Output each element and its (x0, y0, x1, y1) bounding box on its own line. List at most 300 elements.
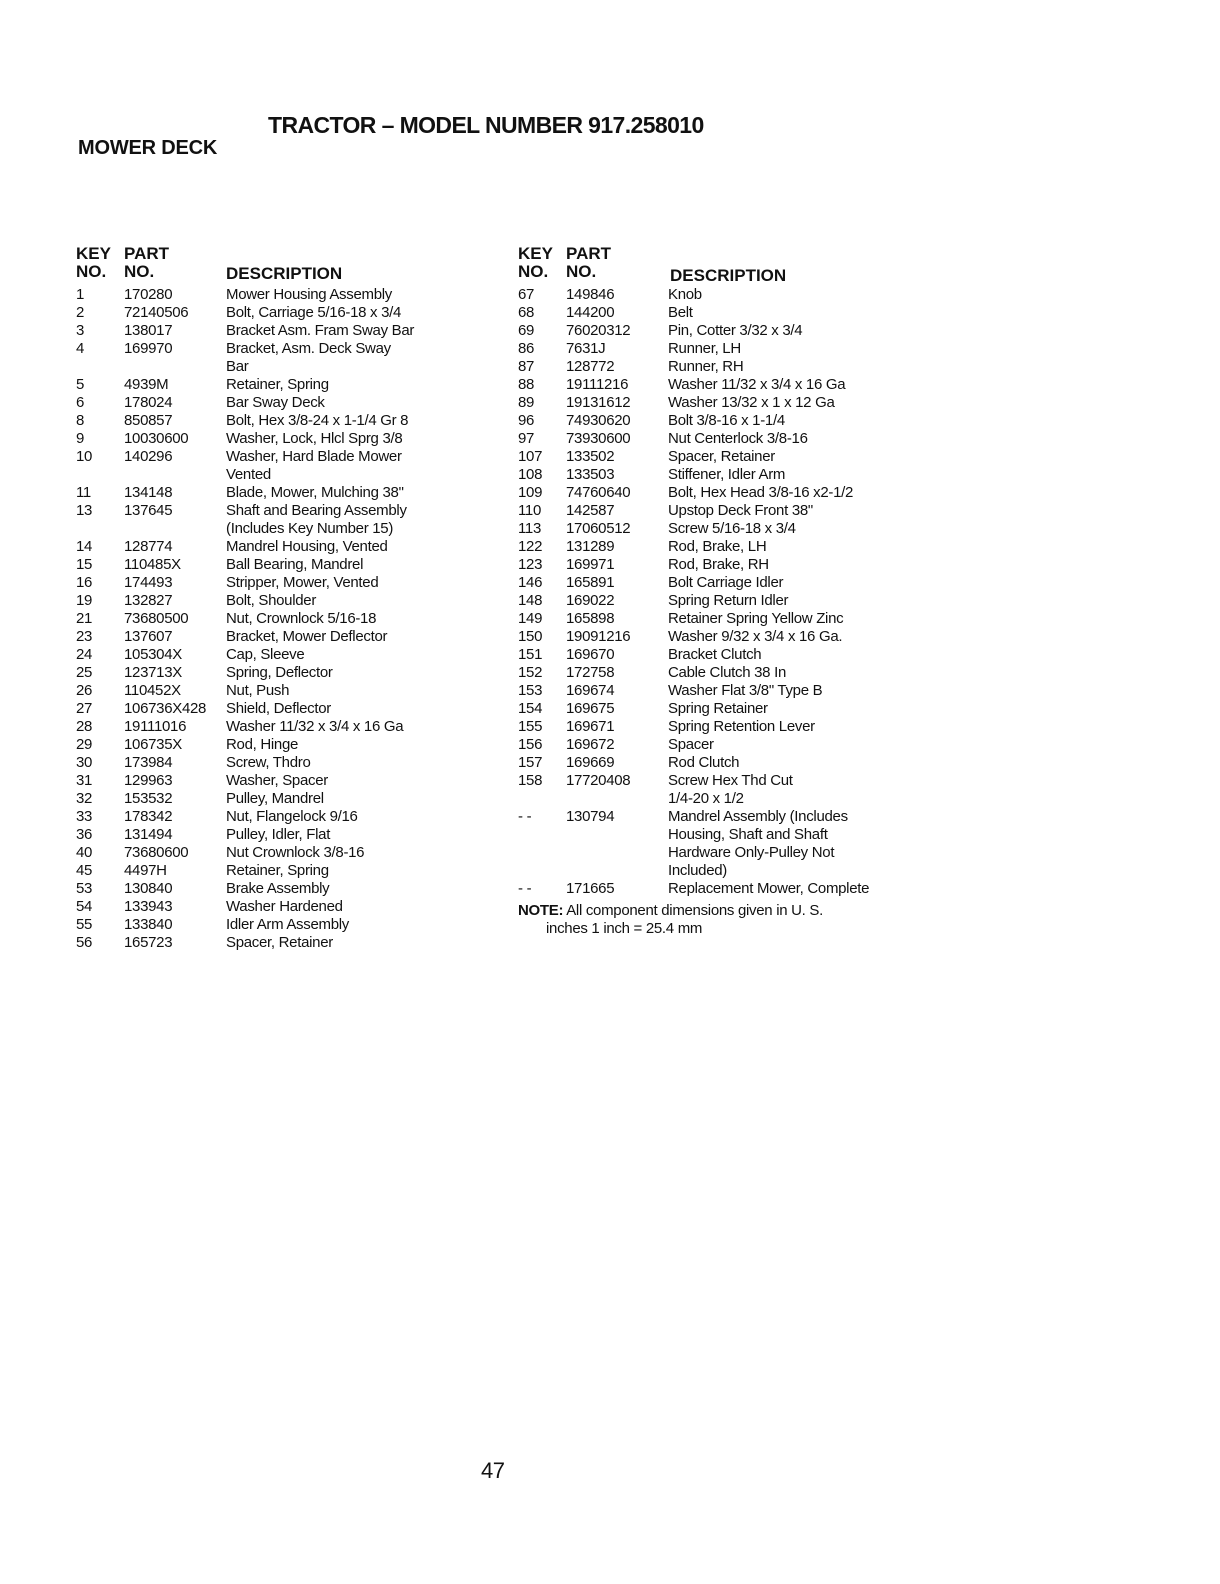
parts-row (76, 448, 496, 484)
part-number: 133503 (566, 466, 615, 483)
key-number: 122 (518, 538, 543, 555)
part-number: 73680500 (124, 610, 189, 627)
part-description (668, 700, 918, 718)
key-number: 156 (518, 736, 543, 753)
header-key-line1: KEY (518, 244, 553, 263)
parts-row (518, 412, 918, 430)
part-description (226, 844, 496, 862)
parts-row (76, 754, 496, 772)
part-description (226, 304, 496, 322)
part-description (226, 736, 496, 754)
part-description (226, 628, 496, 646)
part-description (226, 574, 496, 592)
key-number: 107 (518, 448, 543, 465)
part-number: 130794 (566, 808, 615, 825)
key-number: 25 (76, 664, 93, 681)
parts-row (76, 484, 496, 502)
part-number: 123713X (124, 664, 182, 681)
part-description (226, 556, 496, 574)
description-line: Retainer, Spring (226, 376, 329, 393)
key-number: 36 (76, 826, 93, 843)
description-line: Runner, RH (668, 358, 744, 375)
part-number: 132827 (124, 592, 173, 609)
parts-row (76, 664, 496, 682)
parts-row (518, 754, 918, 772)
page-title: TRACTOR – MODEL NUMBER 917.258010 (268, 112, 704, 138)
part-description (668, 880, 918, 898)
key-number: 11 (76, 484, 91, 501)
parts-row (76, 934, 496, 952)
part-number: 137645 (124, 502, 173, 519)
part-description (226, 502, 496, 538)
parts-row (518, 358, 918, 376)
description-line: Included) (668, 862, 728, 879)
part-number: 165898 (566, 610, 615, 627)
parts-row (76, 322, 496, 340)
description-line: Bracket Clutch (668, 646, 762, 663)
key-number: 3 (76, 322, 85, 339)
key-number: 21 (76, 610, 93, 627)
parts-row (518, 322, 918, 340)
part-description (668, 808, 918, 880)
part-number: 172758 (566, 664, 615, 681)
description-line: Pulley, Idler, Flat (226, 826, 331, 843)
parts-row (518, 682, 918, 700)
key-number: 154 (518, 700, 543, 717)
page-number: 47 (481, 1458, 505, 1483)
key-number: 158 (518, 772, 543, 789)
description-line: Screw Hex Thd Cut (668, 772, 793, 789)
description-line: Spring, Deflector (226, 664, 333, 681)
part-description (226, 934, 496, 952)
part-number: 73680600 (124, 844, 189, 861)
part-number: 171665 (566, 880, 615, 897)
parts-row (518, 880, 918, 898)
parts-row (76, 772, 496, 790)
description-line: Pin, Cotter 3/32 x 3/4 (668, 322, 803, 339)
key-number: 4 (76, 340, 85, 357)
key-number: 2 (76, 304, 85, 321)
key-number: 68 (518, 304, 535, 321)
parts-row (518, 736, 918, 754)
description-line: Rod, Hinge (226, 736, 299, 753)
part-description (226, 880, 496, 898)
key-number: 1 (76, 286, 85, 303)
part-description (668, 502, 918, 520)
description-line: Washer, Lock, Hlcl Sprg 3/8 (226, 430, 403, 447)
part-description (226, 484, 496, 502)
part-number: 169022 (566, 592, 615, 609)
part-description (668, 322, 918, 340)
description-line: Cap, Sleeve (226, 646, 305, 663)
description-line: Rod, Brake, LH (668, 538, 767, 555)
description-line: Replacement Mower, Complete (668, 880, 870, 897)
description-line: Nut Centerlock 3/8-16 (668, 430, 808, 447)
description-line: Knob (668, 286, 702, 303)
description-line: Washer 11/32 x 3/4 x 16 Ga (226, 718, 404, 735)
part-number: 10030600 (124, 430, 189, 447)
part-description (226, 430, 496, 448)
parts-row (518, 448, 918, 466)
description-line: Blade, Mower, Mulching 38" (226, 484, 404, 501)
part-number: 19111016 (124, 718, 187, 735)
part-description (226, 412, 496, 430)
parts-row (76, 736, 496, 754)
description-line: Bracket, Asm. Deck Sway (226, 340, 391, 357)
description-line: Mandrel Housing, Vented (226, 538, 388, 555)
key-number: 6 (76, 394, 85, 411)
parts-row (76, 430, 496, 448)
part-description (226, 754, 496, 772)
parts-row (518, 538, 918, 556)
part-number: 73930600 (566, 430, 631, 447)
key-number: 33 (76, 808, 93, 825)
description-line: Shaft and Bearing Assembly (226, 502, 407, 519)
description-line: Bar (226, 358, 249, 375)
part-number: 169672 (566, 736, 615, 753)
key-number: 26 (76, 682, 93, 699)
description-line: Belt (668, 304, 693, 321)
key-number: 146 (518, 574, 543, 591)
parts-row (76, 286, 496, 304)
key-number: 28 (76, 718, 93, 735)
key-number: 13 (76, 502, 93, 519)
description-line: Spring Retainer (668, 700, 768, 717)
part-description (226, 808, 496, 826)
description-line: Hardware Only-Pulley Not (668, 844, 835, 861)
part-description (226, 340, 496, 376)
description-line: (Includes Key Number 15) (226, 520, 394, 537)
parts-row (76, 682, 496, 700)
key-number: 31 (76, 772, 93, 789)
part-description (668, 628, 918, 646)
parts-rows-right (518, 286, 918, 898)
part-number: 19111216 (566, 376, 629, 393)
part-description (668, 718, 918, 736)
note-label: NOTE: (518, 902, 564, 919)
part-description (668, 592, 918, 610)
key-number: - - (518, 880, 532, 897)
description-line: Retainer, Spring (226, 862, 329, 879)
description-line: Nut, Push (226, 682, 290, 699)
description-line: Nut Crownlock 3/8-16 (226, 844, 365, 861)
parts-row (518, 808, 918, 880)
parts-row (76, 502, 496, 538)
description-line: Spacer (668, 736, 714, 753)
part-number: 128772 (566, 358, 615, 375)
parts-row (518, 610, 918, 628)
key-number: 24 (76, 646, 93, 663)
description-line: Washer 11/32 x 3/4 x 16 Ga (668, 376, 846, 393)
description-line: Runner, LH (668, 340, 741, 357)
description-line: Bracket, Mower Deflector (226, 628, 388, 645)
header-part-line1: PART (566, 244, 612, 263)
part-description (226, 898, 496, 916)
section-heading: MOWER DECK (78, 137, 218, 159)
parts-row (76, 538, 496, 556)
part-number: 165723 (124, 934, 173, 951)
parts-row (76, 574, 496, 592)
parts-row (76, 808, 496, 826)
key-number: 88 (518, 376, 535, 393)
key-number: 14 (76, 538, 93, 555)
part-number: 137607 (124, 628, 173, 645)
description-line: Screw 5/16-18 x 3/4 (668, 520, 796, 537)
key-number: 23 (76, 628, 93, 645)
description-line: Ball Bearing, Mandrel (226, 556, 364, 573)
part-number: 110485X (124, 556, 181, 573)
part-description (668, 430, 918, 448)
parts-row (518, 466, 918, 484)
part-number: 169674 (566, 682, 615, 699)
part-number: 140296 (124, 448, 173, 465)
key-number: 89 (518, 394, 535, 411)
parts-row (76, 592, 496, 610)
parts-row (518, 556, 918, 574)
part-description (668, 466, 918, 484)
parts-row (76, 844, 496, 862)
part-number: 72140506 (124, 304, 189, 321)
part-description (226, 718, 496, 736)
part-number: 169971 (566, 556, 615, 573)
part-description (668, 358, 918, 376)
key-number: 32 (76, 790, 93, 807)
part-description (226, 790, 496, 808)
parts-row (518, 376, 918, 394)
part-description (226, 394, 496, 412)
part-description (668, 682, 918, 700)
key-number: 113 (518, 520, 542, 537)
part-number: 74760640 (566, 484, 631, 501)
description-line: Washer, Spacer (226, 772, 328, 789)
part-description (668, 538, 918, 556)
description-line: Idler Arm Assembly (226, 916, 349, 933)
parts-row (76, 862, 496, 880)
key-number: 150 (518, 628, 543, 645)
description-line: Spacer, Retainer (226, 934, 333, 951)
part-number: 130840 (124, 880, 173, 897)
key-number: 108 (518, 466, 543, 483)
header-part-line2: NO. (124, 262, 155, 281)
header-key-line2: NO. (518, 262, 549, 281)
parts-row (76, 718, 496, 736)
description-line: Spring Return Idler (668, 592, 789, 609)
parts-row (518, 646, 918, 664)
parts-row (76, 376, 496, 394)
key-number: 86 (518, 340, 535, 357)
description-line: Housing, Shaft and Shaft (668, 826, 828, 843)
parts-row (518, 772, 918, 808)
parts-row (76, 304, 496, 322)
part-description (668, 376, 918, 394)
parts-row (518, 592, 918, 610)
parts-row (76, 826, 496, 844)
parts-row (518, 574, 918, 592)
parts-row (518, 502, 918, 520)
part-description (668, 772, 918, 808)
note (518, 902, 918, 938)
parts-list-right (518, 244, 918, 938)
parts-row (76, 880, 496, 898)
description-line: Spacer, Retainer (668, 448, 775, 465)
header-part-line2: NO. (566, 262, 597, 281)
part-description (226, 826, 496, 844)
part-number: 133502 (566, 448, 615, 465)
description-line: Rod, Brake, RH (668, 556, 769, 573)
part-description (668, 556, 918, 574)
key-number: 55 (76, 916, 93, 933)
parts-row (518, 628, 918, 646)
description-line: Bracket Asm. Fram Sway Bar (226, 322, 415, 339)
part-number: 4497H (124, 862, 167, 879)
parts-row (518, 286, 918, 304)
part-number: 169970 (124, 340, 173, 357)
part-description (668, 484, 918, 502)
key-number: 8 (76, 412, 85, 429)
part-number: 153532 (124, 790, 173, 807)
part-number: 138017 (124, 322, 173, 339)
key-number: 123 (518, 556, 543, 573)
description-line: Brake Assembly (226, 880, 330, 897)
key-number: - - (518, 808, 532, 825)
part-description (668, 736, 918, 754)
key-number: 5 (76, 376, 85, 393)
note-line1: All component dimensions given in U. S. (566, 902, 823, 919)
description-line: Vented (226, 466, 271, 483)
part-description (668, 754, 918, 772)
part-number: 129963 (124, 772, 173, 789)
part-description (226, 682, 496, 700)
part-number: 149846 (566, 286, 615, 303)
key-number: 149 (518, 610, 543, 627)
key-number: 87 (518, 358, 535, 375)
part-number: 19131612 (566, 394, 631, 411)
part-number: 17060512 (566, 520, 631, 537)
description-line: Washer 13/32 x 1 x 12 Ga (668, 394, 835, 411)
parts-row (518, 394, 918, 412)
description-line: Pulley, Mandrel (226, 790, 324, 807)
part-number: 131289 (566, 538, 615, 555)
part-description (668, 574, 918, 592)
part-number: 133840 (124, 916, 173, 933)
key-number: 96 (518, 412, 535, 429)
part-description (226, 448, 496, 484)
part-number: 170280 (124, 286, 173, 303)
part-number: 106736X428 (124, 700, 207, 717)
part-number: 169669 (566, 754, 615, 771)
part-description (226, 916, 496, 934)
part-description (226, 862, 496, 880)
part-number: 169670 (566, 646, 615, 663)
part-number: 7631J (566, 340, 606, 357)
description-line: Washer 9/32 x 3/4 x 16 Ga. (668, 628, 843, 645)
key-number: 30 (76, 754, 93, 771)
parts-list-left (76, 244, 496, 952)
header-key-line1: KEY (76, 244, 111, 263)
parts-row (76, 412, 496, 430)
parts-row (76, 340, 496, 376)
part-description (668, 412, 918, 430)
column-headers-left (76, 244, 496, 286)
part-description (668, 520, 918, 538)
header-description: DESCRIPTION (226, 264, 343, 283)
key-number: 40 (76, 844, 93, 861)
description-line: Bolt, Hex 3/8-24 x 1-1/4 Gr 8 (226, 412, 409, 429)
part-number: 76020312 (566, 322, 631, 339)
description-line: Bar Sway Deck (226, 394, 325, 411)
part-description (668, 340, 918, 358)
description-line: Washer Hardened (226, 898, 343, 915)
part-description (668, 664, 918, 682)
part-number: 133943 (124, 898, 173, 915)
description-line: Stripper, Mower, Vented (226, 574, 379, 591)
part-description (668, 646, 918, 664)
parts-row (76, 790, 496, 808)
part-description (226, 772, 496, 790)
parts-row (76, 916, 496, 934)
key-number: 27 (76, 700, 93, 717)
key-number: 157 (518, 754, 543, 771)
key-number: 153 (518, 682, 543, 699)
description-line: Mandrel Assembly (Includes (668, 808, 848, 825)
description-line: Stiffener, Idler Arm (668, 466, 786, 483)
key-number: 109 (518, 484, 543, 501)
part-number: 17720408 (566, 772, 631, 789)
parts-row (76, 628, 496, 646)
part-number: 144200 (566, 304, 615, 321)
column-headers-right (518, 244, 918, 286)
description-line: Bolt 3/8-16 x 1-1/4 (668, 412, 785, 429)
parts-row (518, 484, 918, 502)
parts-row (518, 700, 918, 718)
parts-row (518, 520, 918, 538)
key-number: 155 (518, 718, 543, 735)
key-number: 67 (518, 286, 535, 303)
part-description (226, 592, 496, 610)
part-description (668, 610, 918, 628)
part-description (226, 610, 496, 628)
key-number: 29 (76, 736, 93, 753)
part-number: 178342 (124, 808, 173, 825)
part-number: 134148 (124, 484, 173, 501)
parts-row (518, 304, 918, 322)
key-number: 110 (518, 502, 542, 519)
parts-row (76, 610, 496, 628)
part-number: 165891 (566, 574, 615, 591)
parts-row (76, 556, 496, 574)
part-number: 169675 (566, 700, 615, 717)
description-line: Rod Clutch (668, 754, 740, 771)
part-description (226, 322, 496, 340)
part-number: 74930620 (566, 412, 631, 429)
parts-row (76, 898, 496, 916)
description-line: Upstop Deck Front 38" (668, 502, 813, 519)
description-line: Bolt, Shoulder (226, 592, 317, 609)
description-line: Screw, Thdro (226, 754, 311, 771)
part-number: 110452X (124, 682, 181, 699)
part-number: 105304X (124, 646, 182, 663)
description-line: Mower Housing Assembly (226, 286, 392, 303)
parts-row (518, 664, 918, 682)
part-description (226, 646, 496, 664)
description-line: Washer Flat 3/8" Type B (668, 682, 823, 699)
header-part-line1: PART (124, 244, 170, 263)
key-number: 69 (518, 322, 535, 339)
part-description (668, 304, 918, 322)
parts-row (518, 340, 918, 358)
description-line: Shield, Deflector (226, 700, 331, 717)
note-line2: inches 1 inch = 25.4 mm (546, 920, 703, 937)
